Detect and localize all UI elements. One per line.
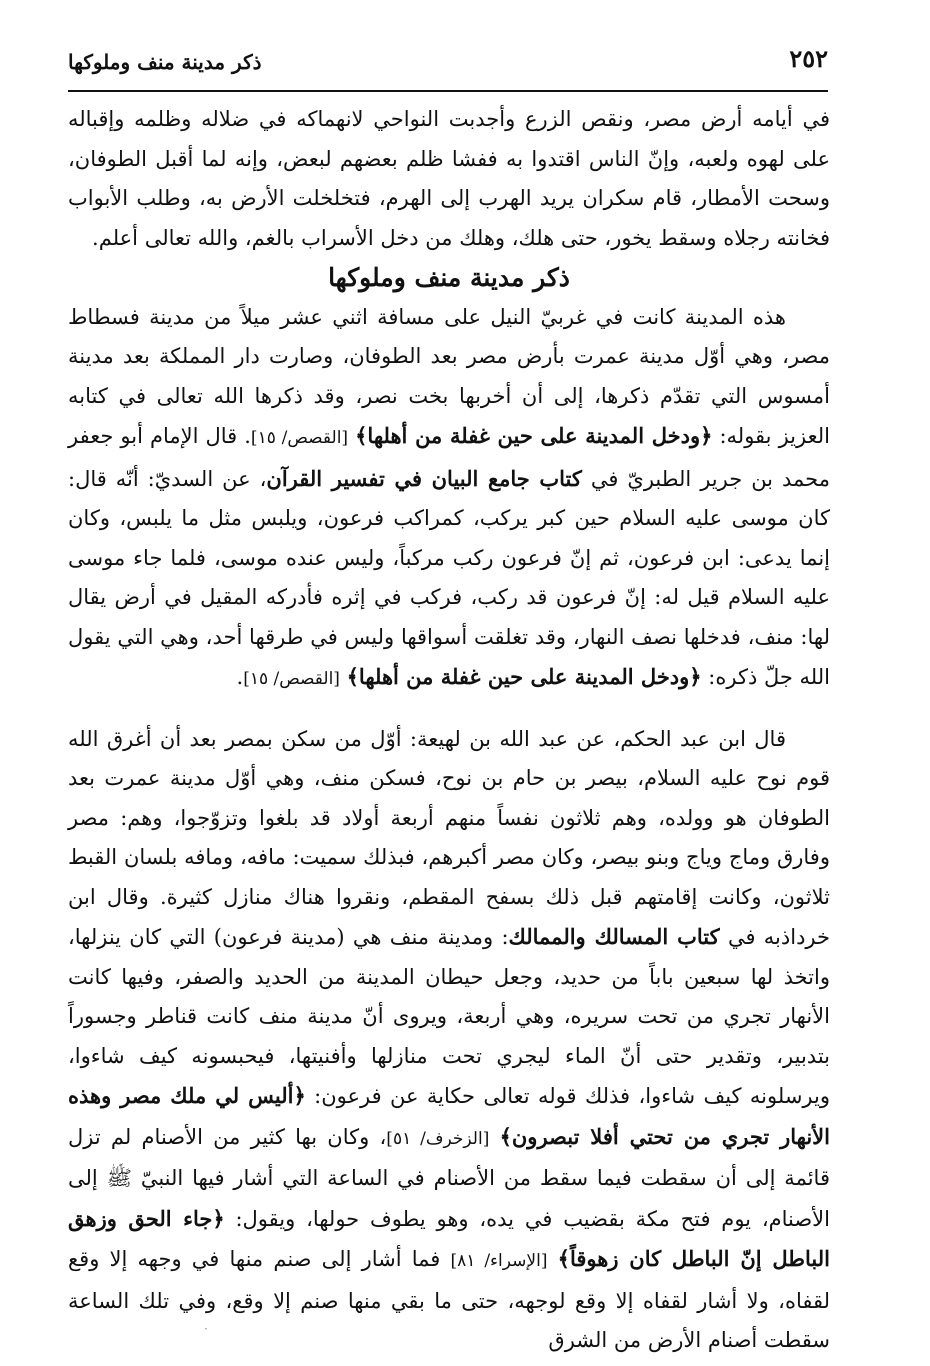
quran-verse: ﴿ودخل المدينة على حين غفلة من أهلها﴾ (346, 664, 702, 689)
quran-verse: ﴿ودخل المدينة على حين غفلة من أهلها﴾ (355, 423, 713, 448)
quran-verse: ﴿أليس لي ملك مصر وهذه الأنهار تجري من تحتي أفلا تبصرون﴾ (68, 1083, 830, 1149)
book-title: كتاب المسالك والممالك (508, 924, 720, 949)
paragraph-continuation: في أيامه أرض مصر، ونقص الزرع وأجدبت النواحي لانهماكه في ضلاله وظلمه وإقباله على لهوه ولعبه، وإنّ الناس اقتدوا به ففشا ظلم بعضهم لبعض، وإنه لما أقبل الطوفان، وسحت الأمطار، قام سكران يريد الهرب إلى الهرم، فتخلخلت الأرض به، وطلب الأبواب فخانته رجلاه وسقط يخور، حتى هلك، وهلك من دخل الأسراب بالغم، والله تعالى أعلم. (68, 107, 830, 250)
text-run: ، وكان بها كثير من الأصنام لم تزل قائمة إلى أن سقطت فيما سقط من الأصنام في الساعة التي أشار فيها النبيّ ﷺ إلى الأصنام، يوم فتح مكة بقضيب في يده، وهو يطوف حولها، ويقول: (68, 1124, 830, 1231)
quran-verse: ﴿جاء الحق وزهق الباطل إنّ الباطل كان زهوقاً﴾ (68, 1205, 830, 1271)
book-title: كتاب جامع البيان في تفسير القرآن (266, 465, 582, 491)
text-run: ، عن السديّ: أنّه قال: كان موسى عليه السلام حين كبر يركب، كمراكب فرعون، ويلبس مثل ما يلبس، وكان إنما يدعى: ابن فرعون، ثم إنّ فرعون ركب مركباً، وليس عنده موسى، فلما جاء موسى عليه السلام قيل له: إنّ فرعون قد ركب، فركب في إثره فأدركه المقيل في أرض يقال لها: منف، فدخلها نصف النهار، وقد تغلقت أسواقها وليس في طرقها أحد، وهي التي يقول الله جلّ ذكره: (68, 466, 830, 689)
verse-reference: [القصص/ ١٥] (250, 428, 349, 448)
text-run: فما أشار إلى صنم منها في وجهه إلا وقع لقفاه، ولا أشار لقفاه إلا وقع لوجهه، حتى ما بقي منها صنم إلا وقع، وفي تلك الساعة سقطت أصنام الأرض من الشرق (68, 1247, 830, 1352)
text-run: . قال الإمام أبو جعفر محمد بن جرير الطبريّ في (68, 424, 830, 491)
text-run: . (236, 665, 244, 689)
page-number: ٢٥٢ (789, 44, 828, 73)
page-body (68, 100, 830, 1361)
section-heading: ذكر مدينة منف وملوكها (328, 263, 570, 292)
verse-reference: [الإسراء/ ٨١] (450, 1251, 548, 1271)
paragraph-memphis-intro (68, 298, 830, 700)
text-run: هذه المدينة كانت في غربيّ النيل على مسافة اثني عشر ميلاً من مدينة فسطاط مصر، وهي أوّل مدينة عمرت بأرض مصر بعد الطوفان، وصارت دار المملكة بعد مدينة أمسوس التي تقدّم ذكرها، إلى أن أخربها بخت نصر، وقد ذكرها الله تعالى في كتابه العزيز بقوله: (68, 304, 830, 448)
verse-reference: [الزخرف/ ٥١] (386, 1128, 490, 1149)
page-header (68, 40, 828, 92)
text-run: قال ابن عبد الحكم، عن عبد الله بن لهيعة: أوّل من سكن بمصر بعد أن أغرق الله قوم نوح عليه السلام، بيصر بن حام بن نوح، فسكن منف، وهي أوّل مدينة عمرت بعد الطوفان هو وولده، وهم ثلاثون نفساً منهم أربعة أولاد قد بلغوا وتزوّجوا، وهم: مصر وفارق وماج وياج وبنو بيصر، وكان مصر أكبرهم، فبذلك سميت: مافه، ومافه بلسان القبط ثلاثون، وكانت إقامتهم قبل ذلك بسفح المقطم، ونقروا هناك منازل كثيرة. وقال ابن خرداذبه في (68, 726, 830, 949)
paragraph-memphis-history (68, 720, 830, 1361)
text-run: : ومدينة منف هي (مدينة فرعون) التي كان ينزلها، واتخذ لها سبعين باباً من حديد، وجعل حيطان المدينة من الحديد والصفر، وفيها كانت الأنهار تجري من تحت سريره، وهي أربعة، ويروى أنّ مدينة منف كانت قناطر وجسوراً بتدبير، وتقدير حتى أنّ الماء ليجري تحت منازلها وأفنيتها، فيحبسونه كيف شاءوا، ويرسلونه كيف شاءوا، فذلك قوله تعالى حكاية عن فرعون: (68, 925, 830, 1108)
scan-speck: · (204, 1322, 208, 1336)
verse-reference: [القصص/ ١٥] (243, 669, 340, 689)
running-title: ذكر مدينة منف وملوكها (68, 50, 262, 74)
